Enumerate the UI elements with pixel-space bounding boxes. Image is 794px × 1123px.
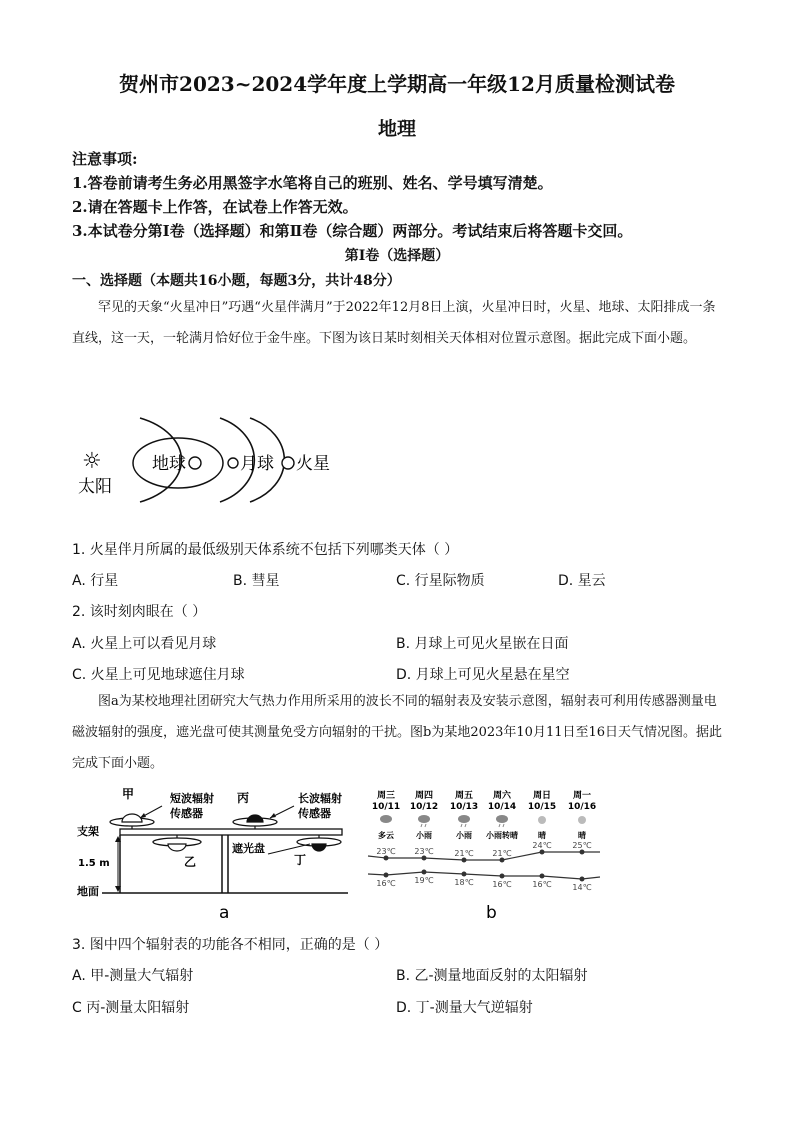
q3-stem: 3. 图中四个辐射表的功能各不相同，正确的是（ ） — [72, 937, 389, 953]
low-temp-label: 18℃ — [454, 878, 474, 887]
low-temp-label: 16℃ — [376, 879, 396, 888]
caption-b: b — [486, 903, 497, 923]
day-week-label: 周五 — [454, 791, 474, 801]
label-bing: 丙 — [237, 791, 250, 805]
notice-item-1: 1.答卷前请考生务必用黑签字水笔将自己的班别、姓名、学号填写清楚。 — [72, 174, 553, 192]
figure-a — [72, 782, 362, 924]
day-weather-label: 晴 — [538, 831, 546, 840]
day-date-label: 10/12 — [409, 802, 439, 812]
sun-icon — [578, 816, 586, 824]
day-weather-label: 小雨 — [456, 831, 472, 840]
rain-icon — [458, 815, 470, 823]
day-week-label: 周三 — [376, 791, 396, 801]
q1-option-d[interactable]: D. 星云 — [558, 573, 606, 589]
low-temp-label: 16℃ — [532, 880, 552, 889]
day-week-label: 周六 — [492, 791, 512, 801]
figure-b — [366, 786, 606, 926]
day-weather-label: 晴 — [578, 831, 586, 840]
day-weather-label: 多云 — [378, 831, 394, 840]
label-short-1: 短波辐射 — [170, 792, 214, 805]
subject-title: 地理 — [377, 118, 416, 140]
q3-option-a[interactable]: A. 甲-测量大气辐射 — [72, 968, 194, 984]
exam-title: 贺州市2023~2024学年度上学期高一年级12月质量检测试卷 — [119, 72, 675, 96]
q2-option-d[interactable]: D. 月球上可见火星悬在星空 — [396, 667, 570, 683]
notice-heading: 注意事项: — [72, 150, 138, 168]
mars-label: 火星 — [296, 454, 330, 474]
rain-icon — [496, 815, 508, 823]
mars-dot — [282, 457, 294, 469]
high-temp-label: 21℃ — [492, 849, 512, 858]
q2-option-b[interactable]: B. 月球上可见火星嵌在日面 — [396, 636, 569, 652]
label-jia: 甲 — [122, 787, 135, 801]
label-yi: 乙 — [184, 855, 197, 869]
label-height: 1.5 m — [78, 858, 110, 869]
moon-dot — [228, 458, 238, 468]
day-weather-label: 小雨 — [416, 831, 432, 840]
day-date-label: 10/16 — [567, 802, 597, 812]
section-title: 一、选择题（本题共16小题，每题3分，共计48分） — [72, 273, 401, 289]
earth-dot — [189, 457, 201, 469]
q3-option-c[interactable]: C 丙-测量太阳辐射 — [72, 1000, 190, 1016]
day-week-label: 周日 — [532, 791, 552, 801]
day-date-label: 10/11 — [371, 802, 401, 812]
label-ding: 丁 — [294, 853, 307, 867]
q1-option-a[interactable]: A. 行星 — [72, 573, 119, 589]
label-ground: 地面 — [77, 885, 99, 898]
sun-label: 太阳 — [78, 477, 112, 497]
q1-option-c[interactable]: C. 行星际物质 — [396, 573, 485, 589]
label-long-2: 传感器 — [298, 807, 331, 820]
label-short-2: 传感器 — [170, 807, 203, 820]
high-temp-line — [368, 852, 600, 860]
q2-option-a[interactable]: A. 火星上可以看见月球 — [72, 636, 217, 652]
low-temp-label: 16℃ — [492, 880, 512, 889]
caption-a: a — [219, 903, 230, 923]
bracket-bar — [120, 829, 342, 835]
q3-option-b[interactable]: B. 乙-测量地面反射的太阳辐射 — [396, 968, 588, 984]
notice-item-3: 3.本试卷分第Ⅰ卷（选择题）和第Ⅱ卷（综合题）两部分。考试结束后将答题卡交回。 — [72, 222, 633, 240]
day-date-label: 10/13 — [449, 802, 479, 812]
low-temp-label: 14℃ — [572, 883, 592, 892]
low-temp-label: 19℃ — [414, 876, 434, 885]
day-date-label: 10/14 — [487, 802, 517, 812]
volume-title: 第Ⅰ卷（选择题） — [344, 248, 450, 264]
moon-label: 月球 — [240, 454, 274, 474]
label-long-1: 长波辐射 — [298, 792, 342, 805]
label-shade: 遮光盘 — [232, 842, 265, 855]
high-temp-label: 23℃ — [376, 847, 396, 856]
q2-option-c[interactable]: C. 火星上可见地球遮住月球 — [72, 667, 245, 683]
passage-2: 图a为某校地理社团研究大气热力作用所采用的波长不同的辐射表及安装示意图，辐射表可利用传感器测量电磁波辐射的强度，遮光盘可使其测量免受方向辐射的干扰。图b为某地2023年10月11日至16日天气情况图。据此完成下面小题。 — [72, 694, 723, 771]
high-temp-label: 23℃ — [414, 847, 434, 856]
q1-stem: 1. 火星伴月所属的最低级别天体系统不包括下列哪类天体（ ） — [72, 542, 459, 558]
cloudy-icon — [380, 815, 392, 823]
day-week-label: 周一 — [572, 791, 592, 801]
day-week-label: 周四 — [414, 791, 434, 801]
day-weather-label: 小雨转晴 — [486, 831, 518, 840]
q3-option-d[interactable]: D. 丁-测量大气逆辐射 — [396, 1000, 533, 1016]
q1-option-b[interactable]: B. 彗星 — [233, 573, 280, 589]
label-bracket: 支架 — [77, 825, 99, 838]
notice-item-2: 2.请在答题卡上作答，在试卷上作答无效。 — [72, 198, 358, 216]
high-temp-label: 21℃ — [454, 849, 474, 858]
earth-label: 地球 — [152, 454, 186, 474]
low-temp-line — [368, 872, 600, 879]
sun-icon: ☼ — [82, 449, 102, 474]
q2-stem: 2. 该时刻肉眼在（ ） — [72, 604, 207, 620]
high-temp-label: 24℃ — [532, 841, 552, 850]
sun-icon — [538, 816, 546, 824]
high-temp-label: 25℃ — [572, 841, 592, 850]
rain-icon — [418, 815, 430, 823]
day-date-label: 10/15 — [527, 802, 557, 812]
orbit-diagram — [70, 410, 370, 510]
passage-1: 罕见的天象“火星冲日”巧遇“火星伴满月”于2022年12月8日上演，火星冲日时，火星、地球、太阳排成一条直线，这一天，一轮满月恰好位于金牛座。下图为该日某时刻相关天体相对位置示意图。据此完成下面小题。 — [72, 300, 716, 346]
